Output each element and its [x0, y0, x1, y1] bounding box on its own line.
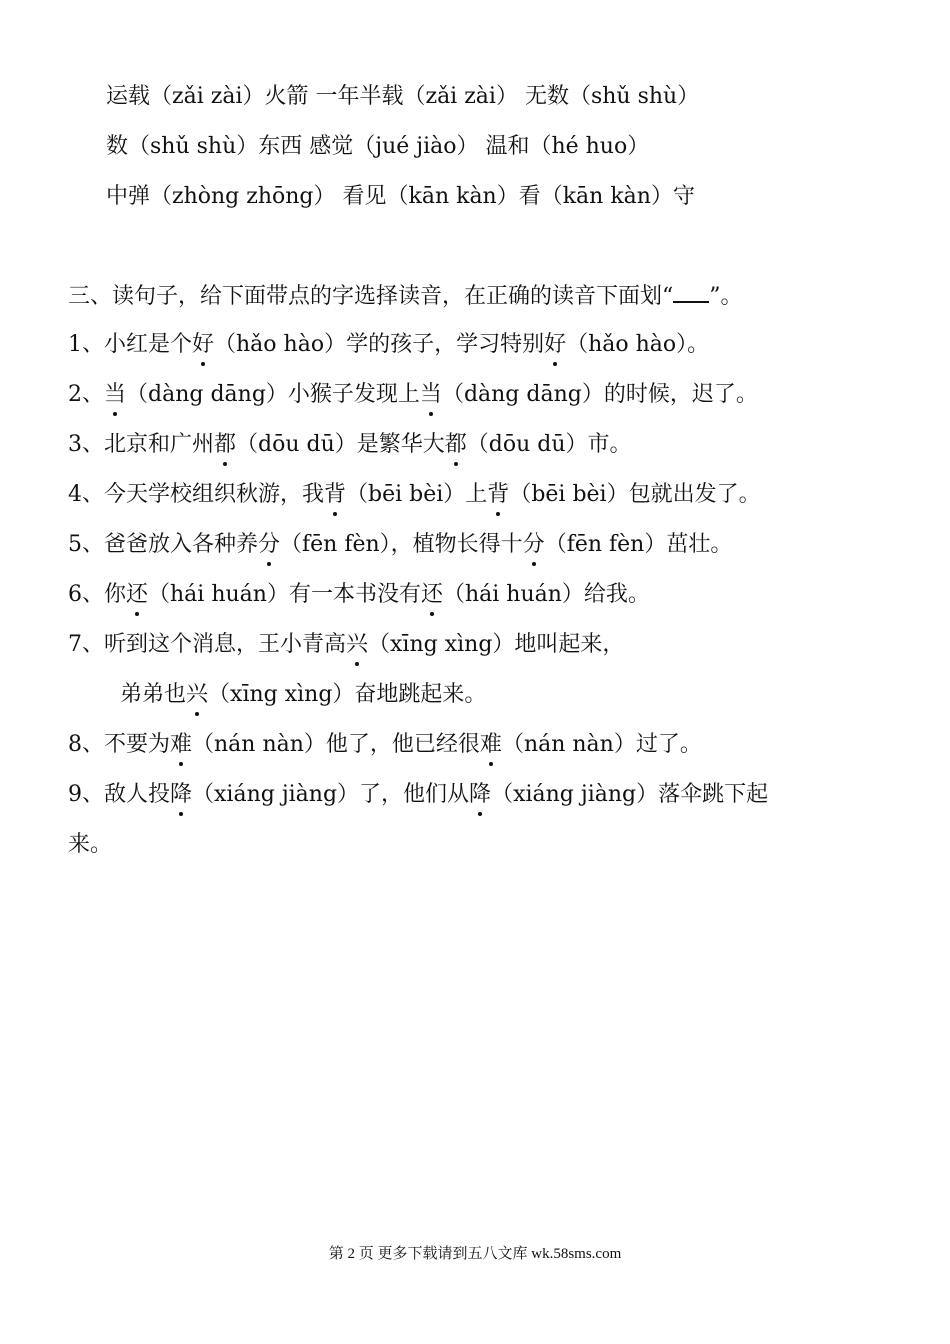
- dotted-character: 好: [192, 330, 214, 360]
- dotted-character: 背: [487, 480, 509, 510]
- sentence-3: [68, 430, 632, 460]
- sentence-text: （fēn fèn）茁壮。: [544, 532, 733, 557]
- sentence-text: 1、小红是个: [68, 332, 192, 357]
- dotted-character: 兴: [346, 630, 368, 660]
- dotted-character: 都: [445, 430, 467, 460]
- sentence-text: （dōu dū）是繁华大: [236, 432, 445, 457]
- dotted-character: 当: [420, 380, 442, 410]
- sentence-text: （bēi bèi）包就出发了。: [509, 482, 761, 507]
- sentence-text: 9、敌人投: [68, 782, 170, 807]
- sentence-text: （nán nàn）过了。: [501, 732, 702, 757]
- dotted-character: 还: [126, 580, 148, 610]
- sentence-text: （fēn fèn），植物长得十: [280, 532, 523, 557]
- sentence-text: 5、爸爸放入各种养: [68, 532, 258, 557]
- sentence-text: 8、不要为: [68, 732, 170, 757]
- sentence-6: [68, 580, 650, 610]
- section-3-heading-end: ”。: [709, 284, 743, 309]
- dotted-character: 背: [324, 480, 346, 510]
- dotted-character: 当: [104, 380, 126, 410]
- sentence-9-line-1: [68, 780, 768, 810]
- sentence-text: （xiáng jiàng）落伞跳下起: [491, 782, 769, 807]
- sentence-text: （hǎo hào）。: [566, 332, 710, 357]
- vocab-line-2: 数（shǔ shù）东西 感觉（jué jiào） 温和（hé huo）: [106, 134, 650, 159]
- sentence-text: （dōu dū）市。: [466, 432, 632, 457]
- sentence-text: （xiáng jiàng）了，他们从: [192, 782, 470, 807]
- sentence-9-line-2: [68, 830, 112, 860]
- sentence-2: [68, 380, 758, 410]
- sentence-text: （xīng xìng）奋地跳起来。: [208, 682, 487, 707]
- dotted-character: 难: [480, 730, 502, 760]
- sentence-7-line-1: [68, 630, 624, 660]
- dotted-character: 分: [258, 530, 280, 560]
- vocab-line-3: 中弹（zhòng zhōng） 看见（kān kàn）看（kān kàn）守: [106, 184, 695, 209]
- sentence-text: 2、: [68, 382, 104, 407]
- dotted-character: 难: [170, 730, 192, 760]
- sentence-text: 3、北京和广州: [68, 432, 214, 457]
- sentence-text: （bēi bèi）上: [346, 482, 488, 507]
- page-footer: 第 2 页 更多下载请到五八文库 wk.58sms.com: [328, 1246, 622, 1262]
- sentence-text: （hái huán）有一本书没有: [148, 582, 421, 607]
- sentence-8: [68, 730, 702, 760]
- vocab-line-1: 运载（zǎi zài）火箭 一年半载（zǎi zài） 无数（shǔ shù）: [106, 84, 700, 109]
- sentence-text: （hái huán）给我。: [442, 582, 650, 607]
- sentence-text: 来。: [68, 832, 113, 857]
- sentence-text: （nán nàn）他了，他已经很: [192, 732, 480, 757]
- dotted-character: 分: [523, 530, 545, 560]
- sentence-1: [68, 330, 709, 360]
- sentence-text: （dàng dāng）的时候，迟了。: [441, 382, 758, 407]
- dotted-character: 降: [469, 780, 491, 810]
- sentence-text: 7、听到这个消息，王小青高: [68, 632, 346, 657]
- section-3-heading: [68, 282, 743, 312]
- sentence-text: 6、你: [68, 582, 126, 607]
- sentence-text: 4、今天学校组织秋游，我: [68, 482, 324, 507]
- section-3-heading-text: 三、读句子，给下面带点的字选择读音，在正确的读音下面划“: [68, 284, 674, 309]
- sentence-text: （dàng dāng）小猴子发现上: [126, 382, 420, 407]
- underline-blank: [673, 283, 709, 303]
- dotted-character: 降: [170, 780, 192, 810]
- dotted-character: 还: [421, 580, 443, 610]
- sentence-text: （xīng xìng）地叫起来，: [368, 632, 625, 657]
- sentence-4: [68, 480, 761, 510]
- sentence-text: （hǎo hào）学的孩子，学习特别: [214, 332, 545, 357]
- dotted-character: 兴: [186, 680, 208, 710]
- sentence-text: 弟弟也: [120, 682, 187, 707]
- sentence-7-line-2: [120, 680, 486, 710]
- sentence-5: [68, 530, 732, 560]
- dotted-character: 好: [544, 330, 566, 360]
- dotted-character: 都: [214, 430, 236, 460]
